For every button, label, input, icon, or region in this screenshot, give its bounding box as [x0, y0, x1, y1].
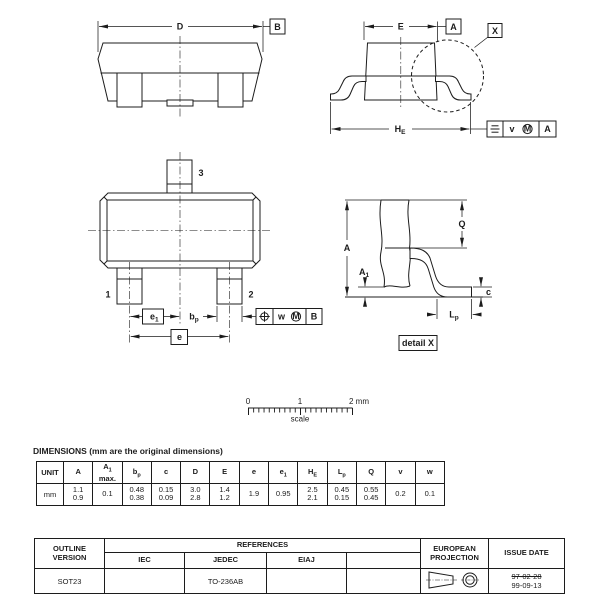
dimensions-table-title: DIMENSIONS (mm are the original dimensions): [33, 446, 223, 456]
col-header: $b_p$: [122, 462, 151, 484]
gullwing-lead: [410, 248, 472, 297]
ref-col-eiaj: EIAJ: [267, 553, 347, 569]
detail-caption: detail X: [401, 338, 435, 348]
col-header: e: [239, 462, 268, 484]
mmc-label: M: [523, 123, 532, 134]
dim-value: 1.1 0.9: [64, 483, 93, 505]
pin3-lead: [167, 160, 192, 194]
issue-date-header: ISSUE DATE: [489, 539, 565, 569]
dim-value: 0.48 0.38: [122, 483, 151, 505]
dim-value: 0.2: [386, 483, 415, 505]
dim-label-HE: $H_E$: [394, 124, 406, 136]
frame-datum-label: B: [310, 311, 318, 322]
eiaj-ref-value: [267, 569, 347, 594]
dim-label-c: c: [486, 287, 492, 297]
detail-x-view: [344, 200, 492, 351]
issue-date-cell: [489, 569, 565, 594]
ref-col-jedec: JEDEC: [185, 553, 267, 569]
ref-col-iec: IEC: [105, 553, 185, 569]
dim-value: 0.45 0.15: [327, 483, 356, 505]
col-header: A: [64, 462, 93, 484]
frame-datum-label: A: [544, 124, 551, 134]
issue-date-old: 97-02-28: [511, 572, 542, 581]
dim-label-e: e: [176, 332, 183, 342]
footer-data-row: [35, 569, 565, 594]
outline-version-value: SOT23: [35, 569, 105, 594]
tolerance-value: v: [509, 124, 515, 134]
dim-value: 3.0 2.8: [181, 483, 210, 505]
dim-value: 0.1: [93, 483, 122, 505]
jedec-ref-value: TO-236AB: [185, 569, 267, 594]
pin1-label: 1: [105, 289, 111, 300]
datum-b-label: B: [274, 22, 281, 32]
dim-label-e1: $e_1$: [150, 311, 159, 324]
dim-value: 0.1: [415, 483, 444, 505]
dim-value: 0.55 0.45: [356, 483, 385, 505]
projection-header: EUROPEAN PROJECTION: [421, 539, 489, 569]
tolerance-frame-bp: [256, 309, 322, 325]
top-view: [98, 19, 285, 119]
first-angle-projection-icon: [426, 569, 484, 591]
scale-tick-1: 1: [297, 397, 303, 406]
col-header: D: [181, 462, 210, 484]
dim-label-Q: Q: [458, 219, 466, 229]
ref-col-blank: [347, 553, 421, 569]
col-header: c: [151, 462, 180, 484]
col-header: w: [415, 462, 444, 484]
dimensions-header-row: [37, 462, 445, 484]
dim-value: 1.4 1.2: [210, 483, 239, 505]
dimensions-value-row: [37, 483, 445, 505]
col-header: $L_p$: [327, 462, 356, 484]
col-header: $e_1$: [269, 462, 298, 484]
scale-tick-0: 0: [245, 397, 251, 406]
col-header: Q: [356, 462, 385, 484]
dim-label-E: E: [397, 21, 404, 32]
detail-x-label: X: [491, 26, 499, 36]
unit-value: mm: [37, 483, 64, 505]
pin3-label: 3: [198, 168, 204, 178]
iec-ref-value: [105, 569, 185, 594]
dimensions-table: [36, 461, 445, 506]
col-header: $A_1$ max.: [93, 462, 122, 484]
tolerance-value: w: [277, 311, 286, 322]
dim-value: 0.95: [269, 483, 298, 505]
projection-cell: [421, 569, 489, 594]
dim-label-A: A: [343, 243, 351, 253]
issue-date-new: 99-09-13: [511, 581, 542, 590]
tolerance-frame-he: [487, 121, 556, 137]
unit-header: UNIT: [37, 462, 64, 484]
right-lead: [436, 76, 472, 100]
side-view: [331, 19, 557, 137]
col-header: $H_E$: [298, 462, 327, 484]
pin2-label: 2: [248, 289, 254, 300]
footer-header-row-1: [35, 539, 565, 553]
dim-value: 0.15 0.09: [151, 483, 180, 505]
left-lead: [331, 76, 367, 100]
body-break-edge: [380, 200, 384, 287]
blank-ref-value: [347, 569, 421, 594]
footer-table: [34, 538, 565, 594]
scale-caption: scale: [290, 414, 310, 424]
scale-bar: [246, 397, 370, 424]
col-header: E: [210, 462, 239, 484]
bottom-view: [88, 152, 322, 345]
dim-label-D: D: [176, 21, 184, 32]
scale-tick-2: 2 mm: [349, 397, 369, 406]
dim-label-bp: $b_p$: [189, 311, 199, 324]
dim-label-A1: $A_1$: [358, 267, 370, 279]
mmc-label: M: [292, 311, 300, 321]
references-header: REFERENCES: [105, 539, 421, 553]
dim-value: 2.5 2.1: [298, 483, 327, 505]
col-header: v: [386, 462, 415, 484]
dim-label-Lp: $L_p$: [449, 309, 459, 322]
datum-a-label: A: [450, 22, 457, 32]
dim-value: 1.9: [239, 483, 268, 505]
outline-version-header: OUTLINE VERSION: [35, 539, 105, 569]
